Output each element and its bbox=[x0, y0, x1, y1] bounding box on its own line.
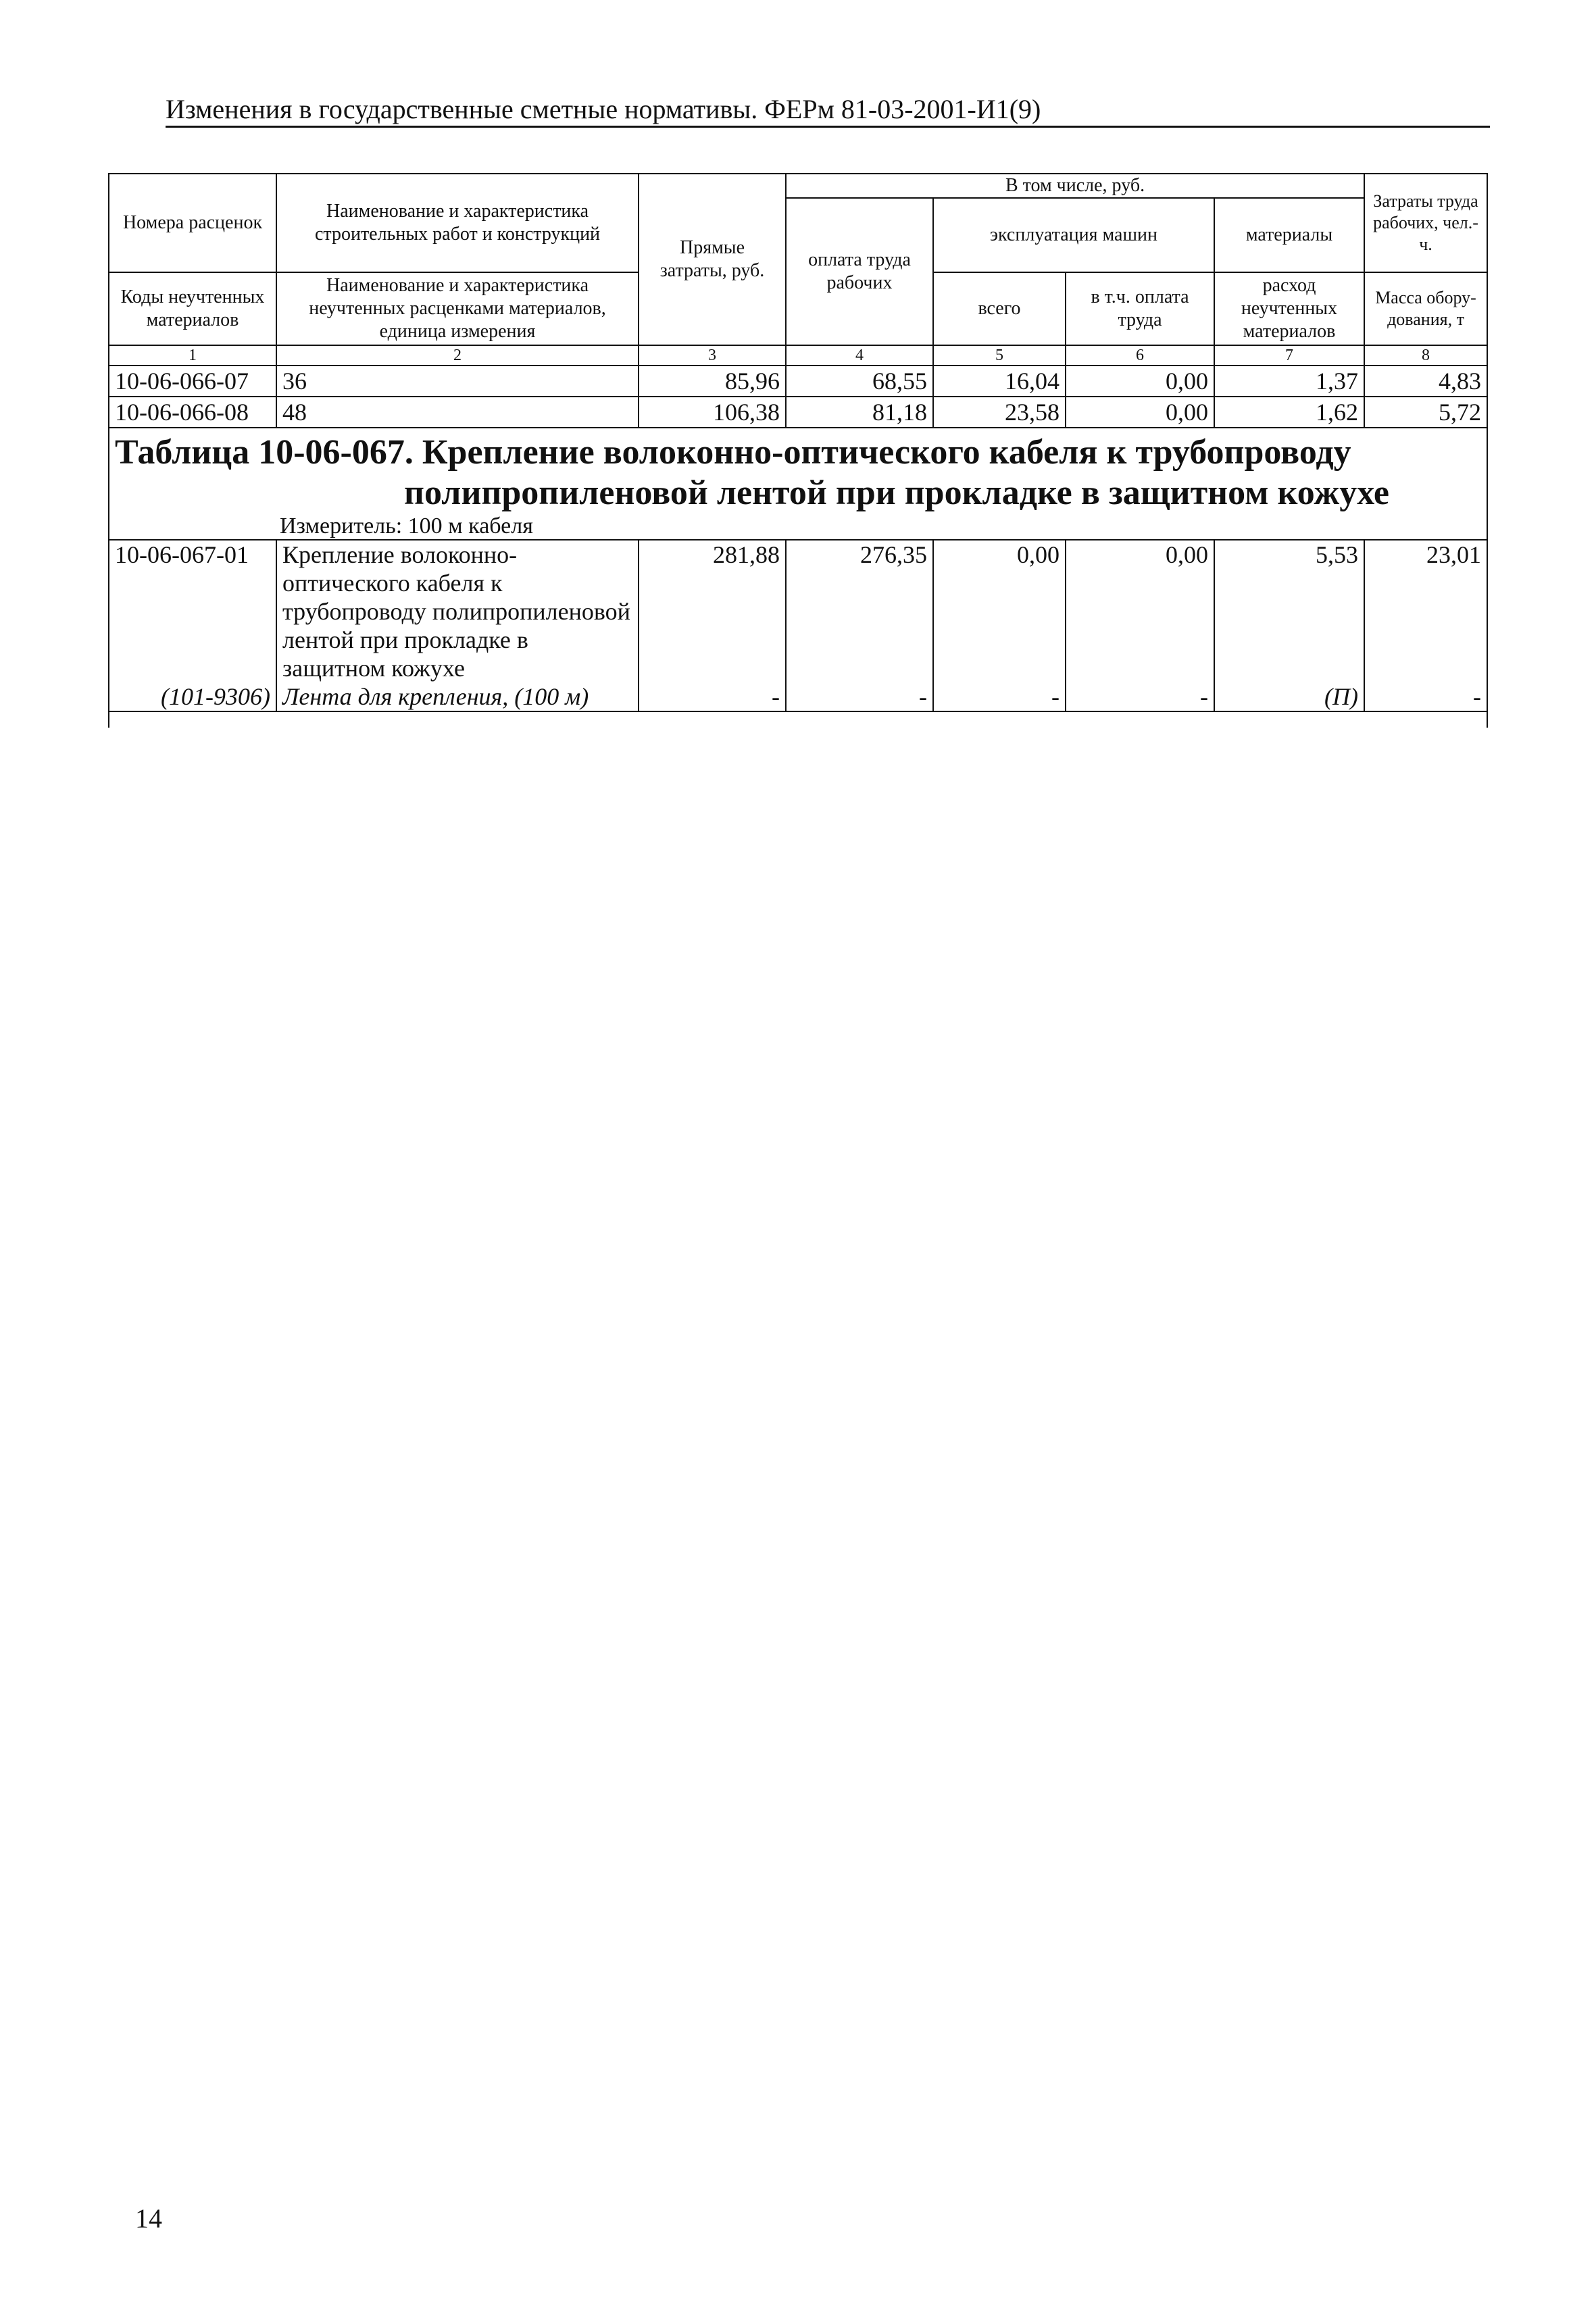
labor-cost: - bbox=[786, 682, 933, 711]
col-index-8: 8 bbox=[1364, 345, 1487, 366]
col-index-5: 5 bbox=[933, 345, 1066, 366]
materials-cost: 5,53 bbox=[1214, 540, 1364, 682]
col-index-4: 4 bbox=[786, 345, 933, 366]
labor-hours: - bbox=[1364, 682, 1487, 711]
materials-cost: (П) bbox=[1214, 682, 1364, 711]
material-name: Лента для крепления, (100 м) bbox=[276, 682, 639, 711]
labor-cost: 68,55 bbox=[786, 366, 933, 397]
labor-hours: 5,72 bbox=[1364, 397, 1487, 428]
labor-cost: 276,35 bbox=[786, 540, 933, 682]
col-index-1: 1 bbox=[109, 345, 276, 366]
table-row bbox=[109, 397, 1487, 428]
col1-top-header: Номера расценок bbox=[109, 174, 276, 272]
estimate-table bbox=[108, 173, 1488, 728]
col4-header: оплата труда рабочих bbox=[786, 198, 933, 345]
direct-cost: - bbox=[639, 682, 786, 711]
rate-name: 36 bbox=[276, 366, 639, 397]
machines-labor: 0,00 bbox=[1066, 366, 1214, 397]
materials-cost: 1,37 bbox=[1214, 366, 1364, 397]
direct-cost: 106,38 bbox=[639, 397, 786, 428]
col2-top-header: Наименование и характеристика строительных работ и конструкций bbox=[276, 174, 639, 272]
page-number: 14 bbox=[135, 2203, 162, 2234]
col8-bottom-header: Масса обору-дования, т bbox=[1364, 272, 1487, 345]
col8-top-header: Затраты труда рабочих, чел.-ч. bbox=[1364, 174, 1487, 272]
col2-bottom-header: Наименование и характеристика неучтенных расценками материалов, единица измерения bbox=[276, 272, 639, 345]
labor-cost: 81,18 bbox=[786, 397, 933, 428]
labor-hours: 23,01 bbox=[1364, 540, 1487, 682]
table-row bbox=[109, 366, 1487, 397]
direct-cost: 85,96 bbox=[639, 366, 786, 397]
table2-title: Таблица 10-06-067. Крепление волоконно-оптического кабеля к трубопроводу bbox=[115, 433, 1351, 472]
header-rule bbox=[166, 126, 1490, 128]
table2-title-block bbox=[109, 428, 1487, 540]
col1-bottom-header: Коды неучтенных материалов bbox=[109, 272, 276, 345]
machines-total: 16,04 bbox=[933, 366, 1066, 397]
rate-code: 10-06-066-07 bbox=[109, 366, 276, 397]
machines-total: - bbox=[933, 682, 1066, 711]
col5-header: всего bbox=[933, 272, 1066, 345]
machines-total: 0,00 bbox=[933, 540, 1066, 682]
material-code: (101-9306) bbox=[109, 682, 276, 711]
machines-labor: 0,00 bbox=[1066, 540, 1214, 682]
col7-header: расход неучтенных материалов bbox=[1214, 272, 1364, 345]
direct-cost: 281,88 bbox=[639, 540, 786, 682]
table2-subtitle: полипропиленовой лентой при прокладке в защитном кожухе bbox=[404, 474, 1390, 512]
rate-code: 10-06-066-08 bbox=[109, 397, 276, 428]
col3-header: Прямые затраты, руб. bbox=[639, 174, 786, 345]
machines-labor: 0,00 bbox=[1066, 397, 1214, 428]
table-continuation bbox=[109, 711, 1487, 728]
rate-name: 48 bbox=[276, 397, 639, 428]
table2-measure: Измеритель: 100 м кабеля bbox=[280, 513, 533, 538]
rate-name: Крепление волоконно-оптического кабеля к трубопроводу полипропиленовой лентой при прокладке в защитном кожухе bbox=[276, 540, 639, 682]
table-row bbox=[109, 682, 1487, 711]
machines-labor: - bbox=[1066, 682, 1214, 711]
table-row bbox=[109, 540, 1487, 682]
col-index-2: 2 bbox=[276, 345, 639, 366]
machines-total: 23,58 bbox=[933, 397, 1066, 428]
materials-header: материалы bbox=[1214, 198, 1364, 272]
col-index-7: 7 bbox=[1214, 345, 1364, 366]
labor-hours: 4,83 bbox=[1364, 366, 1487, 397]
col-index-3: 3 bbox=[639, 345, 786, 366]
materials-cost: 1,62 bbox=[1214, 397, 1364, 428]
group-header: В том числе, руб. bbox=[786, 174, 1364, 198]
col6-header: в т.ч. оплата труда bbox=[1066, 272, 1214, 345]
rate-code: 10-06-067-01 bbox=[109, 540, 276, 682]
machines-header: эксплуатация машин bbox=[933, 198, 1214, 272]
col-index-6: 6 bbox=[1066, 345, 1214, 366]
document-header: Изменения в государственные сметные нормативы. ФЕРм 81-03-2001-И1(9) bbox=[166, 94, 1041, 124]
